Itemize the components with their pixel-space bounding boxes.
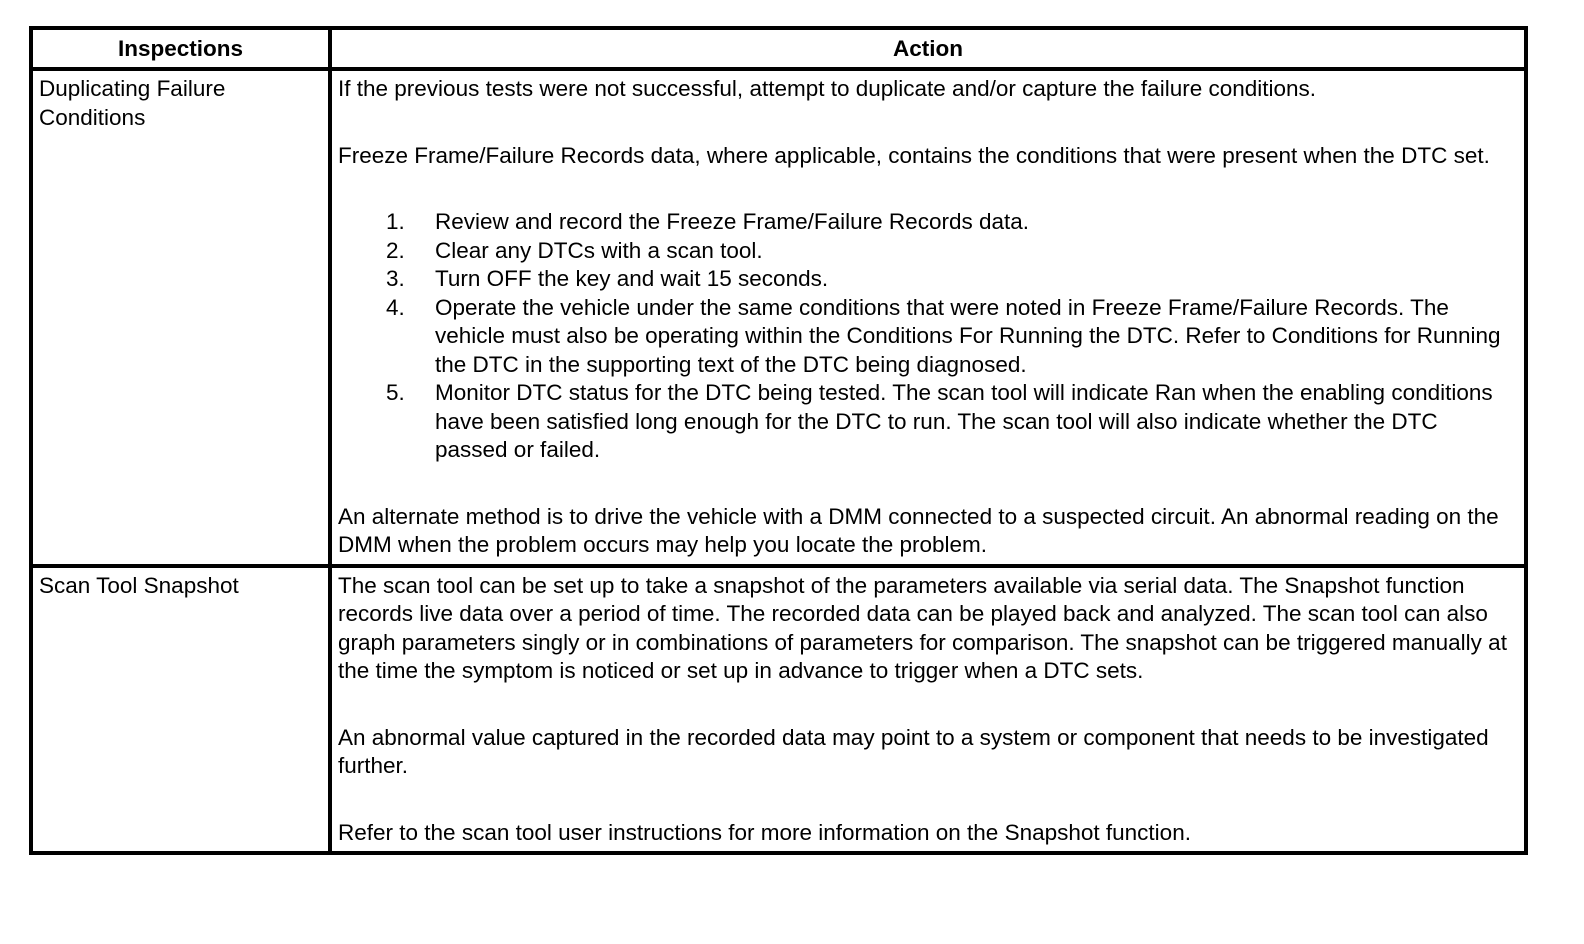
alternate-method-paragraph: An alternate method is to drive the vehicle with a DMM connected to a suspected circuit. An abnormal reading on the DMM when the problem occurs may help you locate the problem. <box>338 503 1499 557</box>
inspection-cell <box>31 69 330 566</box>
table-row <box>31 69 1526 566</box>
list-item <box>338 237 1516 266</box>
step-number: 4. <box>386 294 405 320</box>
step-text: Clear any DTCs with a scan tool. <box>435 237 763 263</box>
step-text: Operate the vehicle under the same conditions that were noted in Freeze Frame/Failure Records. The vehicle must also be operating within the Conditions For Running the DTC. Refer to Conditions for Running the DTC in the supporting text of the DTC being diagnosed. <box>435 294 1501 377</box>
step-text: Review and record the Freeze Frame/Failure Records data. <box>435 209 1030 234</box>
inspection-cell <box>31 566 330 854</box>
list-item <box>338 379 1516 465</box>
inspection-name: Duplicating Failure Conditions <box>39 76 226 130</box>
intro-paragraph: If the previous tests were not successful, attempt to duplicate and/or capture the failure conditions. <box>338 76 1317 101</box>
table-row <box>31 566 1526 854</box>
action-cell <box>330 69 1526 566</box>
step-number: 1. <box>386 209 405 234</box>
inspection-name: Scan Tool Snapshot <box>39 572 239 598</box>
list-item <box>338 294 1516 380</box>
header-action: Action <box>330 28 1526 69</box>
snapshot-paragraph: The scan tool can be set up to take a snapshot of the parameters available via serial data. The Snapshot function records live data over a period of time. The recorded data can be played back and analyzed. The scan tool can also graph parameters singly or in combinations of parameters for comparison. The snapshot can be triggered manually at the time the symptom is noticed or set up in advance to trigger when a DTC sets. <box>338 572 1507 683</box>
step-number: 3. <box>386 266 405 291</box>
list-item <box>338 265 1516 294</box>
action-cell <box>330 566 1526 854</box>
header-inspections: Inspections <box>31 28 330 69</box>
freeze-frame-paragraph: Freeze Frame/Failure Records data, where applicable, contains the conditions that were present when the DTC set. <box>338 142 1490 168</box>
step-text: Monitor DTC status for the DTC being tested. The scan tool will indicate Ran when the enabling conditions have been satisfied long enough for the DTC to run. The scan tool will also indicate whether the DTC passed or failed. <box>435 380 1493 462</box>
refer-paragraph: Refer to the scan tool user instructions for more information on the Snapshot function. <box>338 819 1191 845</box>
steps-list <box>338 208 1516 465</box>
header-row <box>31 28 1526 69</box>
abnormal-value-paragraph: An abnormal value captured in the recorded data may point to a system or component that needs to be investigated further. <box>338 724 1489 778</box>
step-number: 2. <box>386 237 405 263</box>
step-number: 5. <box>386 380 405 405</box>
inspection-table <box>29 26 1528 855</box>
list-item <box>338 208 1516 237</box>
step-text: Turn OFF the key and wait 15 seconds. <box>435 266 829 291</box>
